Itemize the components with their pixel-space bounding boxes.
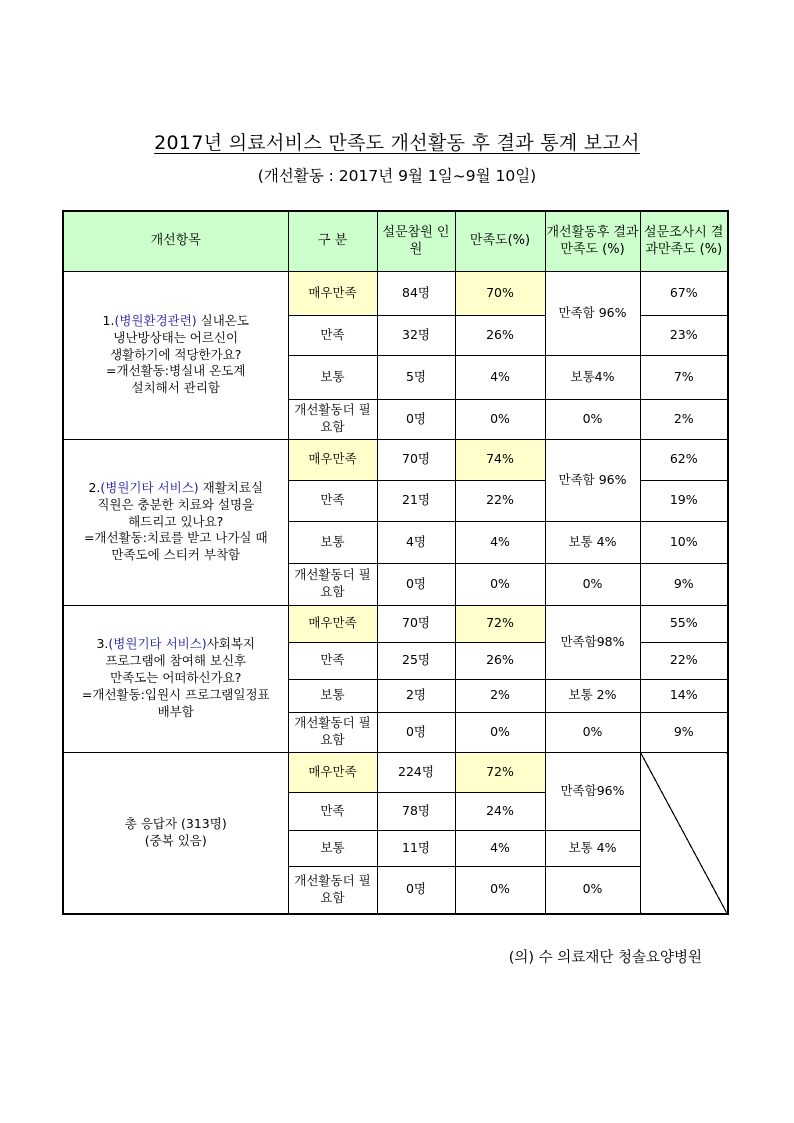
report-subtitle: (개선활동 : 2017년 9월 1일~9월 10일)	[257, 167, 537, 185]
respondent-count: 2명	[377, 679, 455, 712]
category-cell: 만족	[288, 480, 377, 521]
category-cell: 개선활동더 필요함	[288, 712, 377, 752]
hospital-name: (의) 수 의료재단 청솔요양병원	[508, 950, 702, 966]
category-cell: 보통	[288, 355, 377, 399]
header-category: 구 분	[288, 211, 377, 271]
respondent-count: 0명	[377, 563, 455, 605]
satisfaction-percent: 26%	[455, 315, 545, 355]
respondent-count: 0명	[377, 712, 455, 752]
category-cell: 개선활동더 필요함	[288, 563, 377, 605]
satisfaction-percent: 70%	[455, 271, 545, 315]
header-survey: 설문조사시 결과만족도 (%)	[640, 211, 728, 271]
satisfaction-percent: 74%	[455, 439, 545, 480]
satisfaction-percent: 2%	[455, 679, 545, 712]
respondent-count: 70명	[377, 605, 455, 642]
after-need: 0%	[545, 712, 640, 752]
survey-percent: 14%	[640, 679, 728, 712]
category-cell: 만족	[288, 315, 377, 355]
respondent-count: 84명	[377, 271, 455, 315]
table-row	[63, 439, 728, 480]
category-cell: 만족	[288, 792, 377, 830]
respondent-count: 70명	[377, 439, 455, 480]
category-cell: 매우만족	[288, 752, 377, 792]
after-satisfied: 만족함 96%	[545, 439, 640, 521]
after-normal: 보통 2%	[545, 679, 640, 712]
header-item: 개선항목	[63, 211, 288, 271]
after-satisfied: 만족함96%	[545, 752, 640, 830]
satisfaction-percent: 22%	[455, 480, 545, 521]
respondent-count: 0명	[377, 866, 455, 914]
after-normal: 보통4%	[545, 355, 640, 399]
survey-percent: 22%	[640, 642, 728, 679]
survey-percent: 10%	[640, 521, 728, 563]
category-cell: 보통	[288, 830, 377, 866]
item-description: 2.(병원기타 서비스) 재활치료실 직원은 충분한 치료와 설명을 해드리고 있나요? =개선활동:치료를 받고 나가실 때 만족도에 스티커 부착함	[63, 439, 288, 605]
item-tag: (병원기타 서비스)	[108, 636, 207, 652]
satisfaction-percent: 24%	[455, 792, 545, 830]
report-title: 2017년 의료서비스 만족도 개선활동 후 결과 통계 보고서	[154, 132, 640, 154]
table-row	[63, 271, 728, 315]
respondent-count: 224명	[377, 752, 455, 792]
header-respondents: 설문참원 인원	[377, 211, 455, 271]
respondent-count: 4명	[377, 521, 455, 563]
respondent-count: 5명	[377, 355, 455, 399]
respondent-count: 32명	[377, 315, 455, 355]
category-cell: 개선활동더 필요함	[288, 866, 377, 914]
category-cell: 매우만족	[288, 605, 377, 642]
survey-percent: 2%	[640, 399, 728, 439]
diagonal-empty-cell	[640, 752, 728, 914]
after-normal: 보통 4%	[545, 521, 640, 563]
survey-percent: 9%	[640, 563, 728, 605]
satisfaction-table	[62, 210, 729, 915]
satisfaction-percent: 0%	[455, 563, 545, 605]
after-satisfied: 만족함98%	[545, 605, 640, 679]
header-after: 개선활동후 결과만족도 (%)	[545, 211, 640, 271]
satisfaction-percent: 72%	[455, 752, 545, 792]
category-cell: 보통	[288, 679, 377, 712]
total-respondents: 총 응답자 (313명) (중복 있음)	[63, 752, 288, 914]
satisfaction-percent: 0%	[455, 866, 545, 914]
respondent-count: 21명	[377, 480, 455, 521]
after-need: 0%	[545, 563, 640, 605]
category-cell: 매우만족	[288, 439, 377, 480]
satisfaction-percent: 0%	[455, 399, 545, 439]
item-tag: (병원환경관련)	[114, 312, 197, 328]
item-description: 1.(병원환경관련) 실내온도 냉난방상태는 어르신이 생활하기에 적당한가요? =개선활동:병실내 온도계 설치해서 관리함	[63, 271, 288, 439]
satisfaction-percent: 0%	[455, 712, 545, 752]
survey-percent: 7%	[640, 355, 728, 399]
after-normal: 보통 4%	[545, 830, 640, 866]
survey-percent: 55%	[640, 605, 728, 642]
category-cell: 만족	[288, 642, 377, 679]
item-tag: (병원기타 서비스)	[100, 479, 199, 495]
after-need: 0%	[545, 399, 640, 439]
table-row	[63, 605, 728, 642]
item-description: 3.(병원기타 서비스)사회복지 프로그램에 참여해 보신후 만족도는 어떠하신가요? =개선활동:입원시 프로그램일정표 배부함	[63, 605, 288, 752]
category-cell: 개선활동더 필요함	[288, 399, 377, 439]
satisfaction-percent: 4%	[455, 521, 545, 563]
respondent-count: 11명	[377, 830, 455, 866]
header-satisfaction: 만족도(%)	[455, 211, 545, 271]
table-row	[63, 752, 728, 792]
survey-percent: 62%	[640, 439, 728, 480]
after-need: 0%	[545, 866, 640, 914]
category-cell: 보통	[288, 521, 377, 563]
satisfaction-percent: 72%	[455, 605, 545, 642]
satisfaction-percent: 4%	[455, 830, 545, 866]
respondent-count: 0명	[377, 399, 455, 439]
satisfaction-percent: 4%	[455, 355, 545, 399]
category-cell: 매우만족	[288, 271, 377, 315]
survey-percent: 23%	[640, 315, 728, 355]
respondent-count: 25명	[377, 642, 455, 679]
respondent-count: 78명	[377, 792, 455, 830]
survey-percent: 19%	[640, 480, 728, 521]
satisfaction-percent: 26%	[455, 642, 545, 679]
after-satisfied: 만족함 96%	[545, 271, 640, 355]
survey-percent: 9%	[640, 712, 728, 752]
survey-percent: 67%	[640, 271, 728, 315]
